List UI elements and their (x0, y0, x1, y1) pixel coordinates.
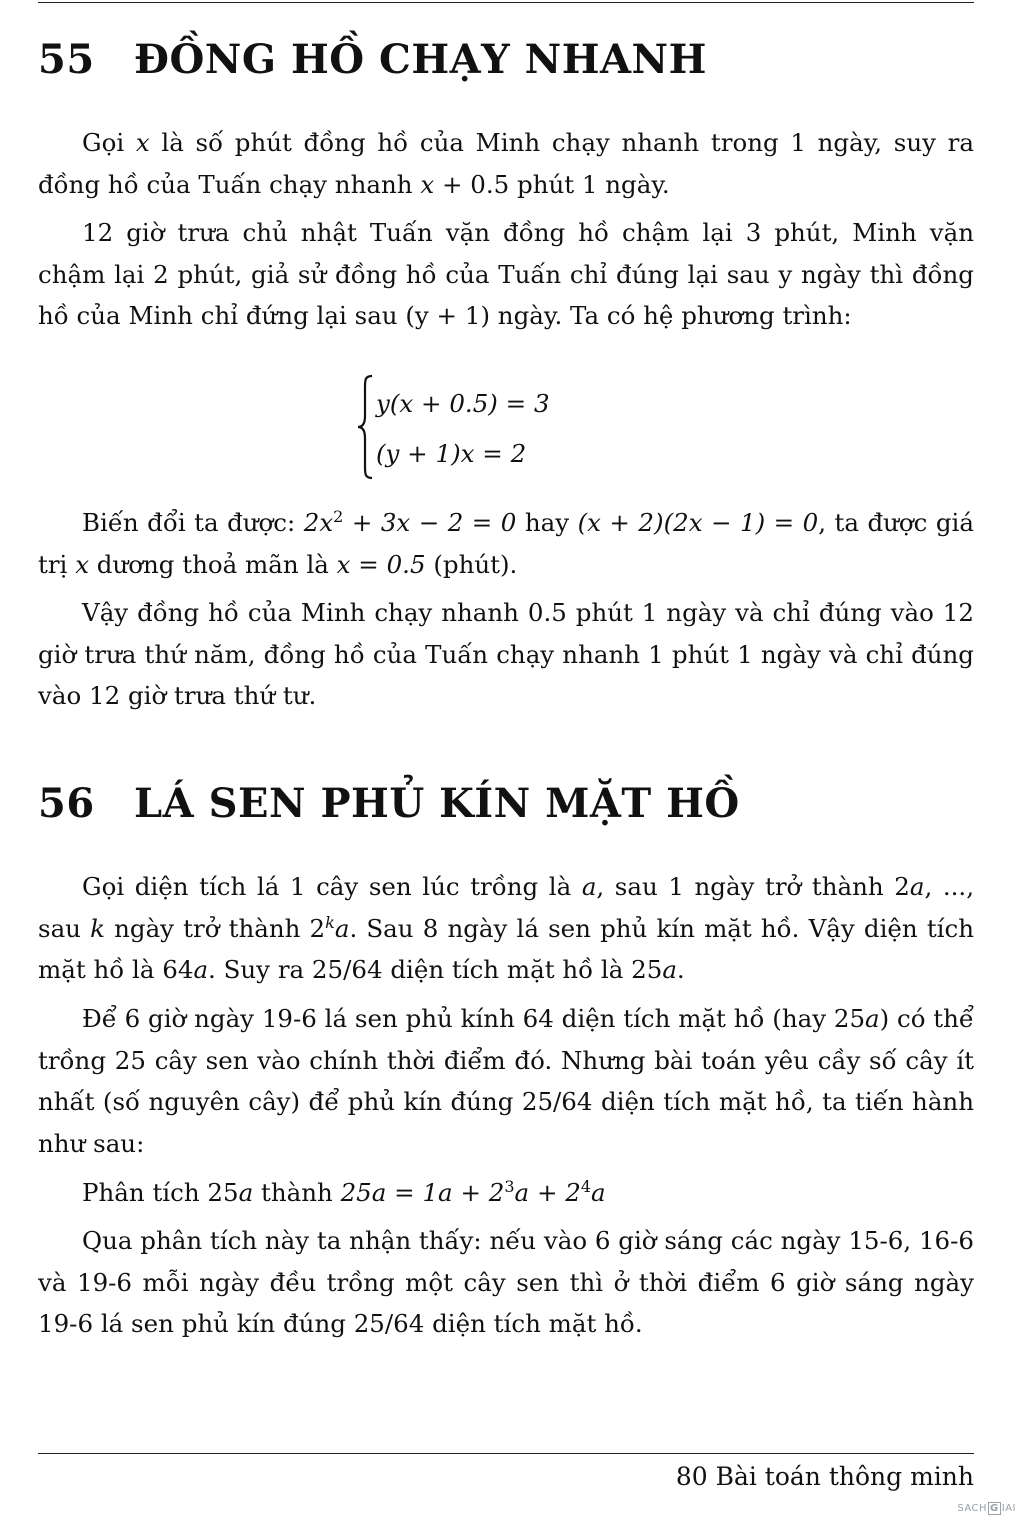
section-55-paragraph-1: Gọi x là số phút đồng hồ của Minh chạy nhanh trong 1 ngày, suy ra đồng hồ của Tuấn chạy nhanh x + 0.5 phút 1 ngày. (38, 128, 974, 199)
section-56-paragraph-3: Phân tích 25a thành $25a = 1a + 2^3a + 2^4a$ (82, 1176, 606, 1207)
section-56-paragraph-2: Để 6 giờ ngày 19-6 lá sen phủ kính 64 diện tích mặt hồ (hay 25a) có thể trồng 25 cây sen vào chính thời điểm đó. Nhưng bài toán yêu cầy số cây ít nhất (số nguyên cây) để phủ kín đúng 25/64 diện tích mặt hồ, ta tiến hành như sau: (38, 1004, 974, 1158)
equation-1: y(x + 0.5) = 3 (376, 389, 550, 418)
section-55-number: 55 (38, 36, 95, 83)
section-56-paragraph-1: Gọi diện tích lá 1 cây sen lúc trồng là a, sau 1 ngày trở thành 2a, ..., sau k ngày trở thành 2$^k$a. Sau 8 ngày lá sen phủ kín mặt hồ. Vậy diện tích mặt hồ là 64a. Suy ra 25/64 diện tích mặt hồ là 25a. (38, 872, 975, 984)
section-56-paragraph-4: Qua phân tích này ta nhận thấy: nếu vào 6 giờ sáng các ngày 15-6, 16-6 và 19-6 mỗi ngày đều trồng một cây sen thì ở thời điểm 6 giờ sáng ngày 19-6 lá sen phủ kín đúng 25/64 diện tích mặt hồ. (38, 1226, 974, 1338)
section-55-heading (38, 36, 707, 83)
section-56-number: 56 (38, 780, 95, 827)
footer-book-title: 80 Bài toán thông minh (675, 1462, 974, 1491)
section-56-title: LÁ SEN PHỦ KÍN MẶT HỒ (134, 780, 740, 827)
equation-system (356, 372, 616, 482)
section-55-paragraph-3: Biến đổi ta được: $2x^2 + 3x - 2 = 0$ hay (x + 2)(2x − 1) = 0, ta được giá trị x dương thoả mãn là x = 0.5 (phút). (38, 506, 974, 579)
top-rule (38, 2, 974, 3)
left-brace-icon (356, 372, 374, 482)
section-56-heading (38, 780, 740, 827)
section-55-paragraph-4: Vậy đồng hồ của Minh chạy nhanh 0.5 phút 1 ngày và chỉ đúng vào 12 giờ trưa thứ năm, đồng hồ của Tuấn chạy nhanh 1 phút 1 ngày và chỉ đúng vào 12 giờ trưa thứ tư. (38, 598, 974, 710)
equation-2: (y + 1)x = 2 (376, 439, 527, 468)
watermark-logo: SACH G IAI (957, 1503, 1016, 1514)
section-55-paragraph-2: 12 giờ trưa chủ nhật Tuấn vặn đồng hồ chậm lại 3 phút, Minh vặn chậm lại 2 phút, giả sử đồng hồ của Tuấn chỉ đúng lại sau y ngày thì đồng hồ của Minh chỉ đứng lại sau (y + 1) ngày. Ta có hệ phương trình: (38, 218, 974, 330)
bottom-rule (38, 1453, 974, 1454)
section-55-title: ĐỒNG HỒ CHẠY NHANH (134, 36, 707, 83)
